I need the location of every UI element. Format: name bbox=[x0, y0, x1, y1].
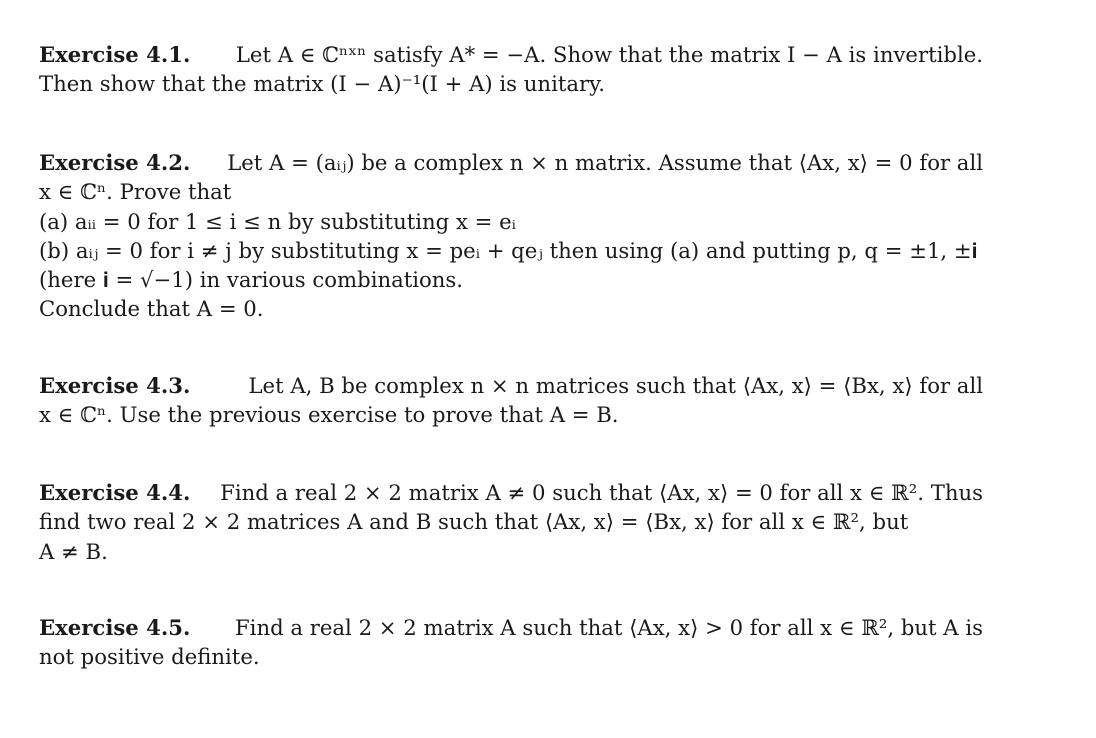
exercise-4-2-part-a: (a) aᵢᵢ = 0 for 1 ≤ i ≤ n by substituting x = eᵢ bbox=[39, 208, 516, 234]
exercise-4-2-part-b: (b) aᵢⱼ = 0 for i ≠ j by substituting x = peᵢ + qeⱼ then using (a) and putting p, q = ±1, ±𝐢 bbox=[39, 237, 978, 263]
exercise-4-5-text-2: not positive definite. bbox=[39, 644, 260, 670]
exercise-4-2-text-1: Let A = (aᵢⱼ) be a complex n × n matrix. Assume that ⟨Ax, x⟩ = 0 for all bbox=[227, 150, 983, 175]
exercise-4-1-line-1 bbox=[39, 40, 983, 69]
exercise-4-1-text-1: Let A ∈ ℂⁿˣⁿ satisfy A* = −A. Show that the matrix I − A is invertible. bbox=[235, 42, 983, 67]
exercise-4-5-heading: Exercise 4.5. bbox=[39, 615, 191, 640]
exercise-4-4-text-2: find two real 2 × 2 matrices A and B such that ⟨Ax, x⟩ = ⟨Bx, x⟩ for all x ∈ ℝ², but bbox=[39, 509, 909, 535]
exercise-4-3-line-1 bbox=[39, 371, 983, 400]
exercise-4-2-line-1 bbox=[39, 148, 983, 177]
exercise-4-1 bbox=[39, 40, 983, 99]
exercise-4-2-text-2: x ∈ ℂⁿ. Prove that bbox=[39, 179, 232, 205]
exercise-4-3-text-1: Let A, B be complex n × n matrices such that ⟨Ax, x⟩ = ⟨Bx, x⟩ for all bbox=[248, 373, 983, 398]
exercise-4-1-text-2: Then show that the matrix (I − A)⁻¹(I + A) is unitary. bbox=[39, 71, 606, 97]
exercise-4-4 bbox=[39, 478, 983, 566]
exercise-4-4-text-3: A ≠ B. bbox=[39, 538, 108, 564]
exercise-4-3 bbox=[39, 371, 983, 430]
exercise-4-2 bbox=[39, 148, 983, 324]
exercise-4-5 bbox=[39, 613, 983, 672]
exercise-4-3-heading: Exercise 4.3. bbox=[39, 373, 191, 398]
exercise-4-2-heading: Exercise 4.2. bbox=[39, 150, 191, 175]
exercise-4-2-conclusion: Conclude that A = 0. bbox=[39, 296, 264, 322]
exercise-4-4-text-1: Find a real 2 × 2 matrix A ≠ 0 such that ⟨Ax, x⟩ = 0 for all x ∈ ℝ². Thus bbox=[220, 480, 983, 505]
exercise-4-3-text-2: x ∈ ℂⁿ. Use the previous exercise to prove that A = B. bbox=[39, 402, 619, 428]
exercise-4-4-line-1 bbox=[39, 478, 983, 507]
exercise-4-4-heading: Exercise 4.4. bbox=[39, 480, 191, 505]
exercise-4-2-text-5: (here 𝐢 = √−1) in various combinations. bbox=[39, 267, 464, 293]
exercise-4-5-line-1 bbox=[39, 613, 983, 642]
exercise-4-1-heading: Exercise 4.1. bbox=[39, 42, 191, 67]
exercise-4-5-text-1: Find a real 2 × 2 matrix A such that ⟨Ax, x⟩ > 0 for all x ∈ ℝ², but A is bbox=[234, 615, 983, 640]
